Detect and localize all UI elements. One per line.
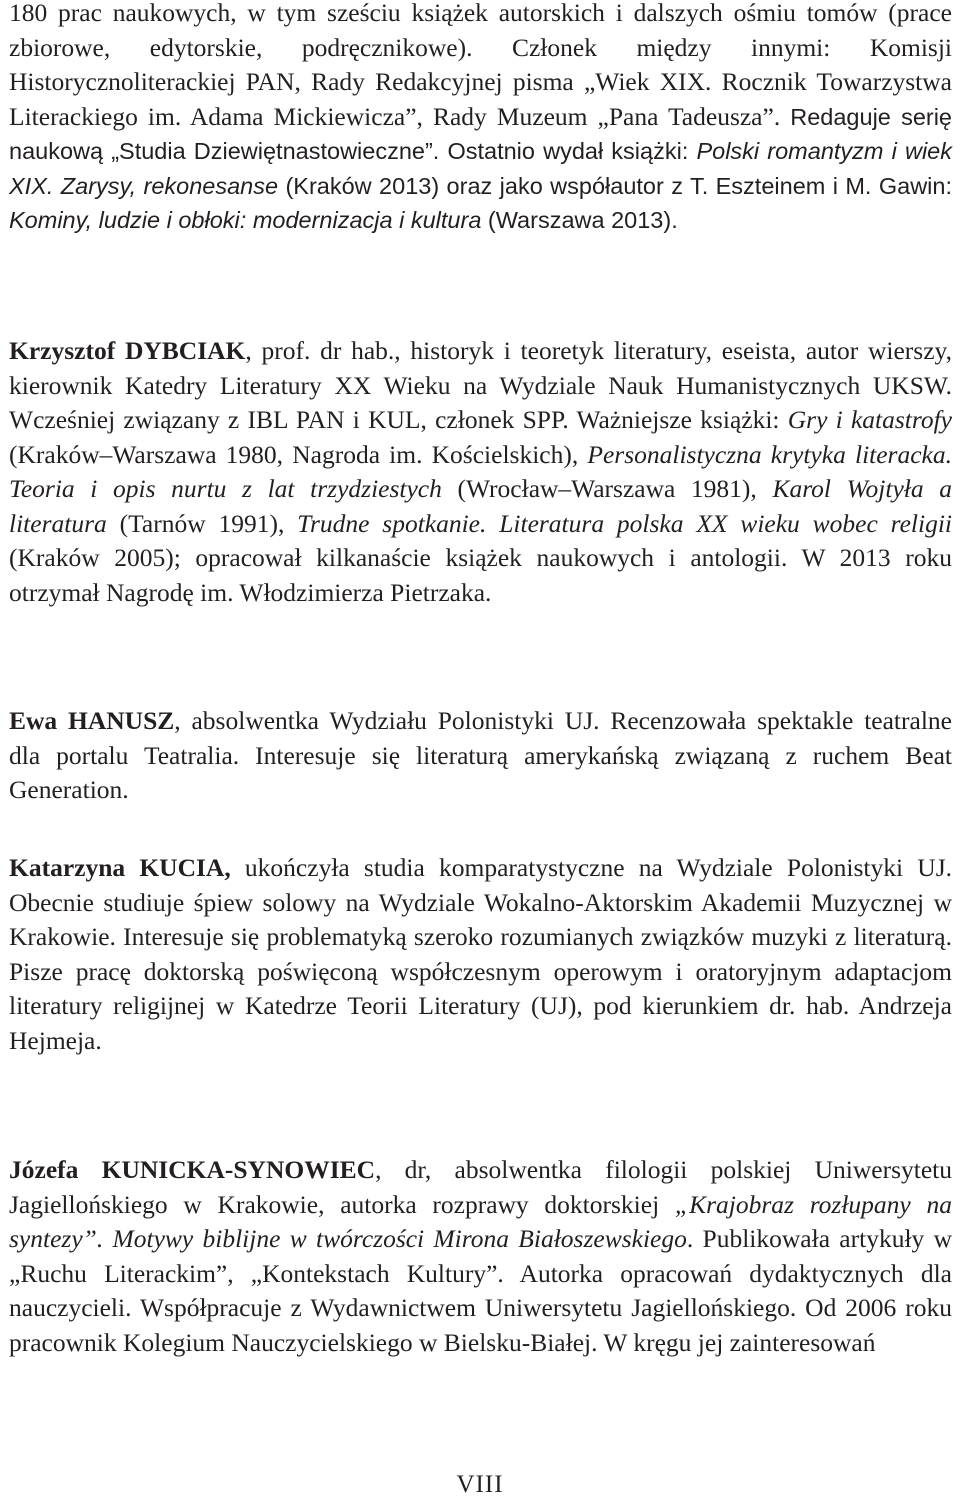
author-name: Józefa KUNICKA-SYNOWIEC [9,1155,376,1184]
bio-text: , dr, absolwentka filologii polskiej Uniwersytetu Jagiellońskiego w Krakowie, autorka rozprawy doktorskiej [9,1155,952,1219]
book-title: Gry i katastrofy [787,405,952,434]
bio-text: Redaguje serię naukową „Studia Dziewiętnastowieczne”. Ostatnio wydał książki: [9,103,953,164]
bio-entry-kucia [9,851,952,1058]
bio-text: (Kraków–Warszawa 1980, Nagroda im. Kościelskich), [9,439,588,469]
page-number: VIII [456,1471,504,1498]
bio-entry-kunicka-synowiec [9,1153,952,1360]
bio-entry-dybciak [9,334,952,610]
book-title: Polski romantyzm i wiek XIX. Zarysy, rekonesanse [9,138,952,199]
book-title: Personalistyczna krytyka literacka. Teoria i opis nurtu z lat trzydziestych [9,439,952,503]
bio-text: , absolwentka Wydziału Polonistyki UJ. Recenzowała spektakle teatralne dla portalu Teatralia. Interesuje się literaturą amerykańską związaną z ruchem Beat Generation. [9,706,952,804]
bio-text: (Wrocław–Warszawa 1981), [441,474,773,503]
bio-text: ukończyła studia komparatystyczne na Wydziale Polonistyki UJ. Obecnie studiuje śpiew solowy na Wydziale Wokalno-Aktorskim Akademii Muzycznej w Krakowie. Interesuje się problematyką szeroko rozumianych związków muzyki z literaturą. Pisze pracę doktorską poświęconą współczesnym operowym i oratoryjnym adaptacjom literatury religijnej w Katedrze Teorii Literatury (UJ), pod kierunkiem dr. hab. Andrzeja Hejmeja. [9,853,953,1055]
book-title: Kominy, ludzie i obłoki: modernizacja i kultura [9,207,482,233]
book-title: Karol Wojtyła a literatura [9,474,952,538]
author-name: Krzysztof DYBCIAK [9,336,246,365]
bio-text: (Kraków 2013) oraz jako współautor z T. Eszteinem i M. Gawin: [278,172,953,199]
bio-text: , historyk i teoretyk literatury, eseista, autor wierszy, kierownik Katedry Literatury XX Wieku na Wydziale Nauk Humanistycznych UKSW. Wcześniej związany z IBL PAN i KUL, członek SPP. Ważniejsze książki: [9,336,953,434]
book-title: „Krajobraz rozłupany na syntezy”. Motywy biblijne w twórczości Mirona Białoszewskiego [9,1189,952,1253]
bio-text: , prof. dr hab. [245,336,395,365]
bio-entry-hanusz [9,704,952,808]
bio-text: . Publikowała artykuły w „Ruchu Literackim”, „Kontekstach Kultury”. Autorka opracowań dydaktycznych dla nauczycieli. Współpracuje z Wydawnictwem Uniwersytetu Jagiellońskiego. Od 2006 roku pracownik Kolegium Nauczycielskiego w Bielsku-Białej. W kręgu jej zainteresowań [9,1224,952,1357]
bio-text: (Warszawa 2013). [481,207,678,233]
book-title: Trudne spotkanie. Literatura polska XX wieku wobec religii [297,508,952,538]
author-name: Katarzyna KUCIA, [9,853,231,882]
author-name: Ewa HANUSZ [9,706,175,735]
bio-text: (Tarnów 1991), [106,508,298,538]
bio-entry-continuation [9,0,952,238]
bio-text: 180 prac naukowych, w tym sześciu książek autorskich i dalszych ośmiu tomów (prace zbiorowe, edytorskie, podręcznikowe). Członek między innymi: Komisji Historycznoliterackiej PAN, Rady Redakcyjnej pisma „Wiek XIX. Rocznik Towarzystwa Literackiego im. Adama Mickiewicza”, Rady Muzeum „Pana Tadeusza”. [9,0,952,131]
bio-text: (Kraków 2005); opracował kilkanaście książek naukowych i antologii. W 2013 roku otrzymał Nagrodę im. Włodzimierza Pietrzaka. [9,543,952,607]
